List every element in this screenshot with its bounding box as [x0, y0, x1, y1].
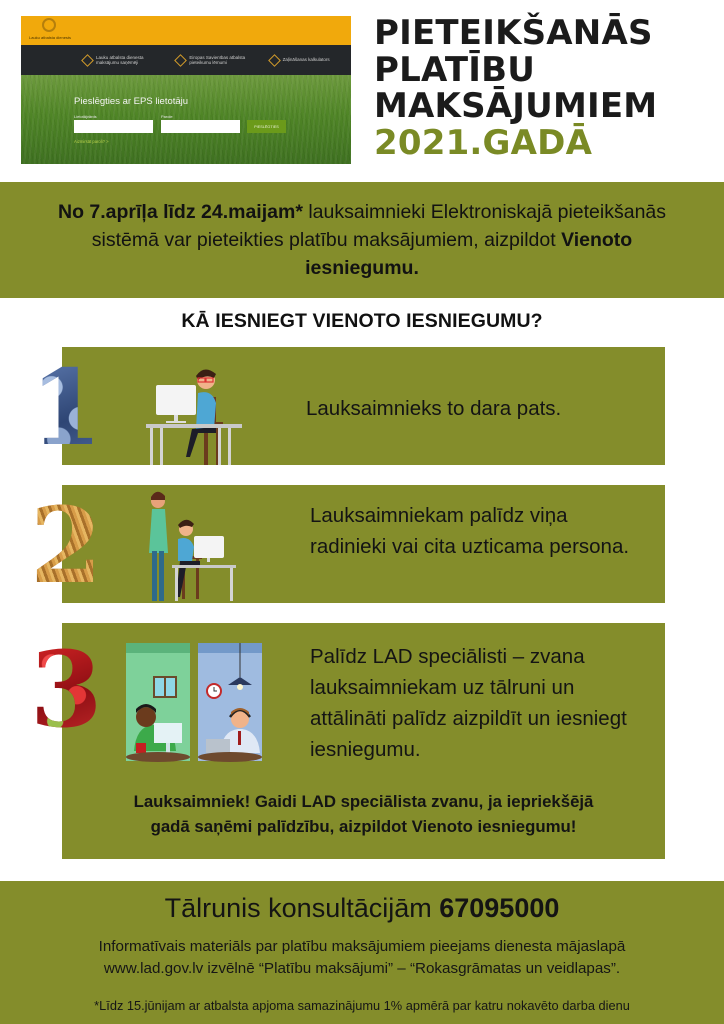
- title-line-2: PLATĪBU: [374, 49, 536, 90]
- footnote: *Līdz 15.jūnijam ar atbalsta apjoma samazinājumu 1% apmērā par katru nokavēto darba dienu: [94, 998, 630, 1013]
- step-3-text: Palīdz LAD speciālisti – zvana lauksaimniekam uz tālruni un attālināti palīdz aizpildīt un iesniegt iesniegumu.: [310, 645, 627, 761]
- step-1-card: [62, 347, 665, 465]
- intro-form-name: Vienoto iesniegumu.: [305, 229, 633, 279]
- step-2-text: Lauksaimniekam palīdz viņa radinieki vai cita uzticama persona.: [310, 504, 630, 558]
- lad-logo: [29, 18, 72, 44]
- intro-dates: No 7.aprīļa līdz 24.maijam*: [57, 201, 303, 223]
- eps-nav-item-calculator[interactable]: Zaļināšanas kalkulators: [270, 56, 351, 65]
- brand-name: Lauku atbalsta dienests: [29, 35, 72, 40]
- phone-label: Tālrunis konsultācijām: [164, 893, 440, 923]
- title-year: 2021.GADĀ: [374, 122, 593, 163]
- step-3-number: 3: [30, 628, 103, 751]
- eps-nav-bar: [21, 45, 351, 75]
- phone-number[interactable]: 67095000: [439, 893, 560, 923]
- eps-nav-item-decisions[interactable]: Eiropas Savienības atbalsta pieteikumu lēmumi: [176, 55, 257, 66]
- step-2-number: 2: [30, 484, 103, 607]
- step-2-card: [62, 485, 665, 603]
- eps-login-screenshot: [21, 16, 351, 164]
- diamond-chevron-icon: [268, 54, 281, 67]
- info-line-2: www.lad.gov.lv izvēlnē “Platību maksājumi” – “Rokasgrāmatas un veidlapas”.: [103, 960, 621, 977]
- person-at-computer-illustration: [146, 367, 242, 465]
- info-text: [0, 936, 724, 980]
- footer: [0, 881, 724, 1024]
- consultation-phone: [0, 893, 724, 924]
- username-input[interactable]: [74, 120, 153, 133]
- grass-background: [21, 75, 351, 164]
- eps-nav-item-recipients[interactable]: Lauku atbalsta dienesta maksājumu saņēmēji: [83, 55, 164, 66]
- login-button[interactable]: PIESLĒGTIES: [247, 120, 286, 133]
- coat-of-arms-icon: [42, 18, 56, 32]
- page-title: [374, 15, 714, 161]
- title-line-1: PIETEIKŠANĀS: [374, 13, 653, 53]
- intro-text: [40, 198, 684, 282]
- info-line-1: Informatīvais materiāls par platību maksājumiem pieejams dienesta mājaslapā: [98, 938, 626, 955]
- call-center-illustration: [124, 641, 266, 763]
- step-3-card: [62, 623, 665, 859]
- section-title: KĀ IESNIEGT VIENOTO IESNIEGUMU?: [181, 310, 543, 332]
- title-line-3: MAKSĀJUMIEM: [374, 86, 658, 126]
- password-input[interactable]: [161, 120, 240, 133]
- step-3-note: Lauksaimniek! Gaidi LAD speciālista zvanu, ja iepriekšējā gadā saņēmi palīdzību, aizpildot Vienoto iesniegumu!: [133, 792, 594, 836]
- step-1-number: 1: [30, 346, 103, 469]
- intro-middle: lauksaimnieki Elektroniskajā pieteikšanās sistēmā var pieteikties platību maksājumiem, aizpildot: [91, 201, 667, 251]
- username-label: Lietotājvārds: [74, 114, 97, 119]
- step-1-text: Lauksaimnieks to dara pats.: [306, 397, 562, 420]
- eps-top-bar: [21, 16, 351, 45]
- forgot-password-link[interactable]: Aizmirsāt paroli? >: [74, 139, 109, 144]
- password-label: Parole: [161, 114, 173, 119]
- intro-band: [0, 182, 724, 298]
- login-title: Pieslēgties ar EPS lietotāju: [74, 96, 189, 107]
- diamond-chevron-icon: [174, 54, 187, 67]
- diamond-chevron-icon: [81, 54, 94, 67]
- helper-and-person-illustration: [146, 491, 236, 603]
